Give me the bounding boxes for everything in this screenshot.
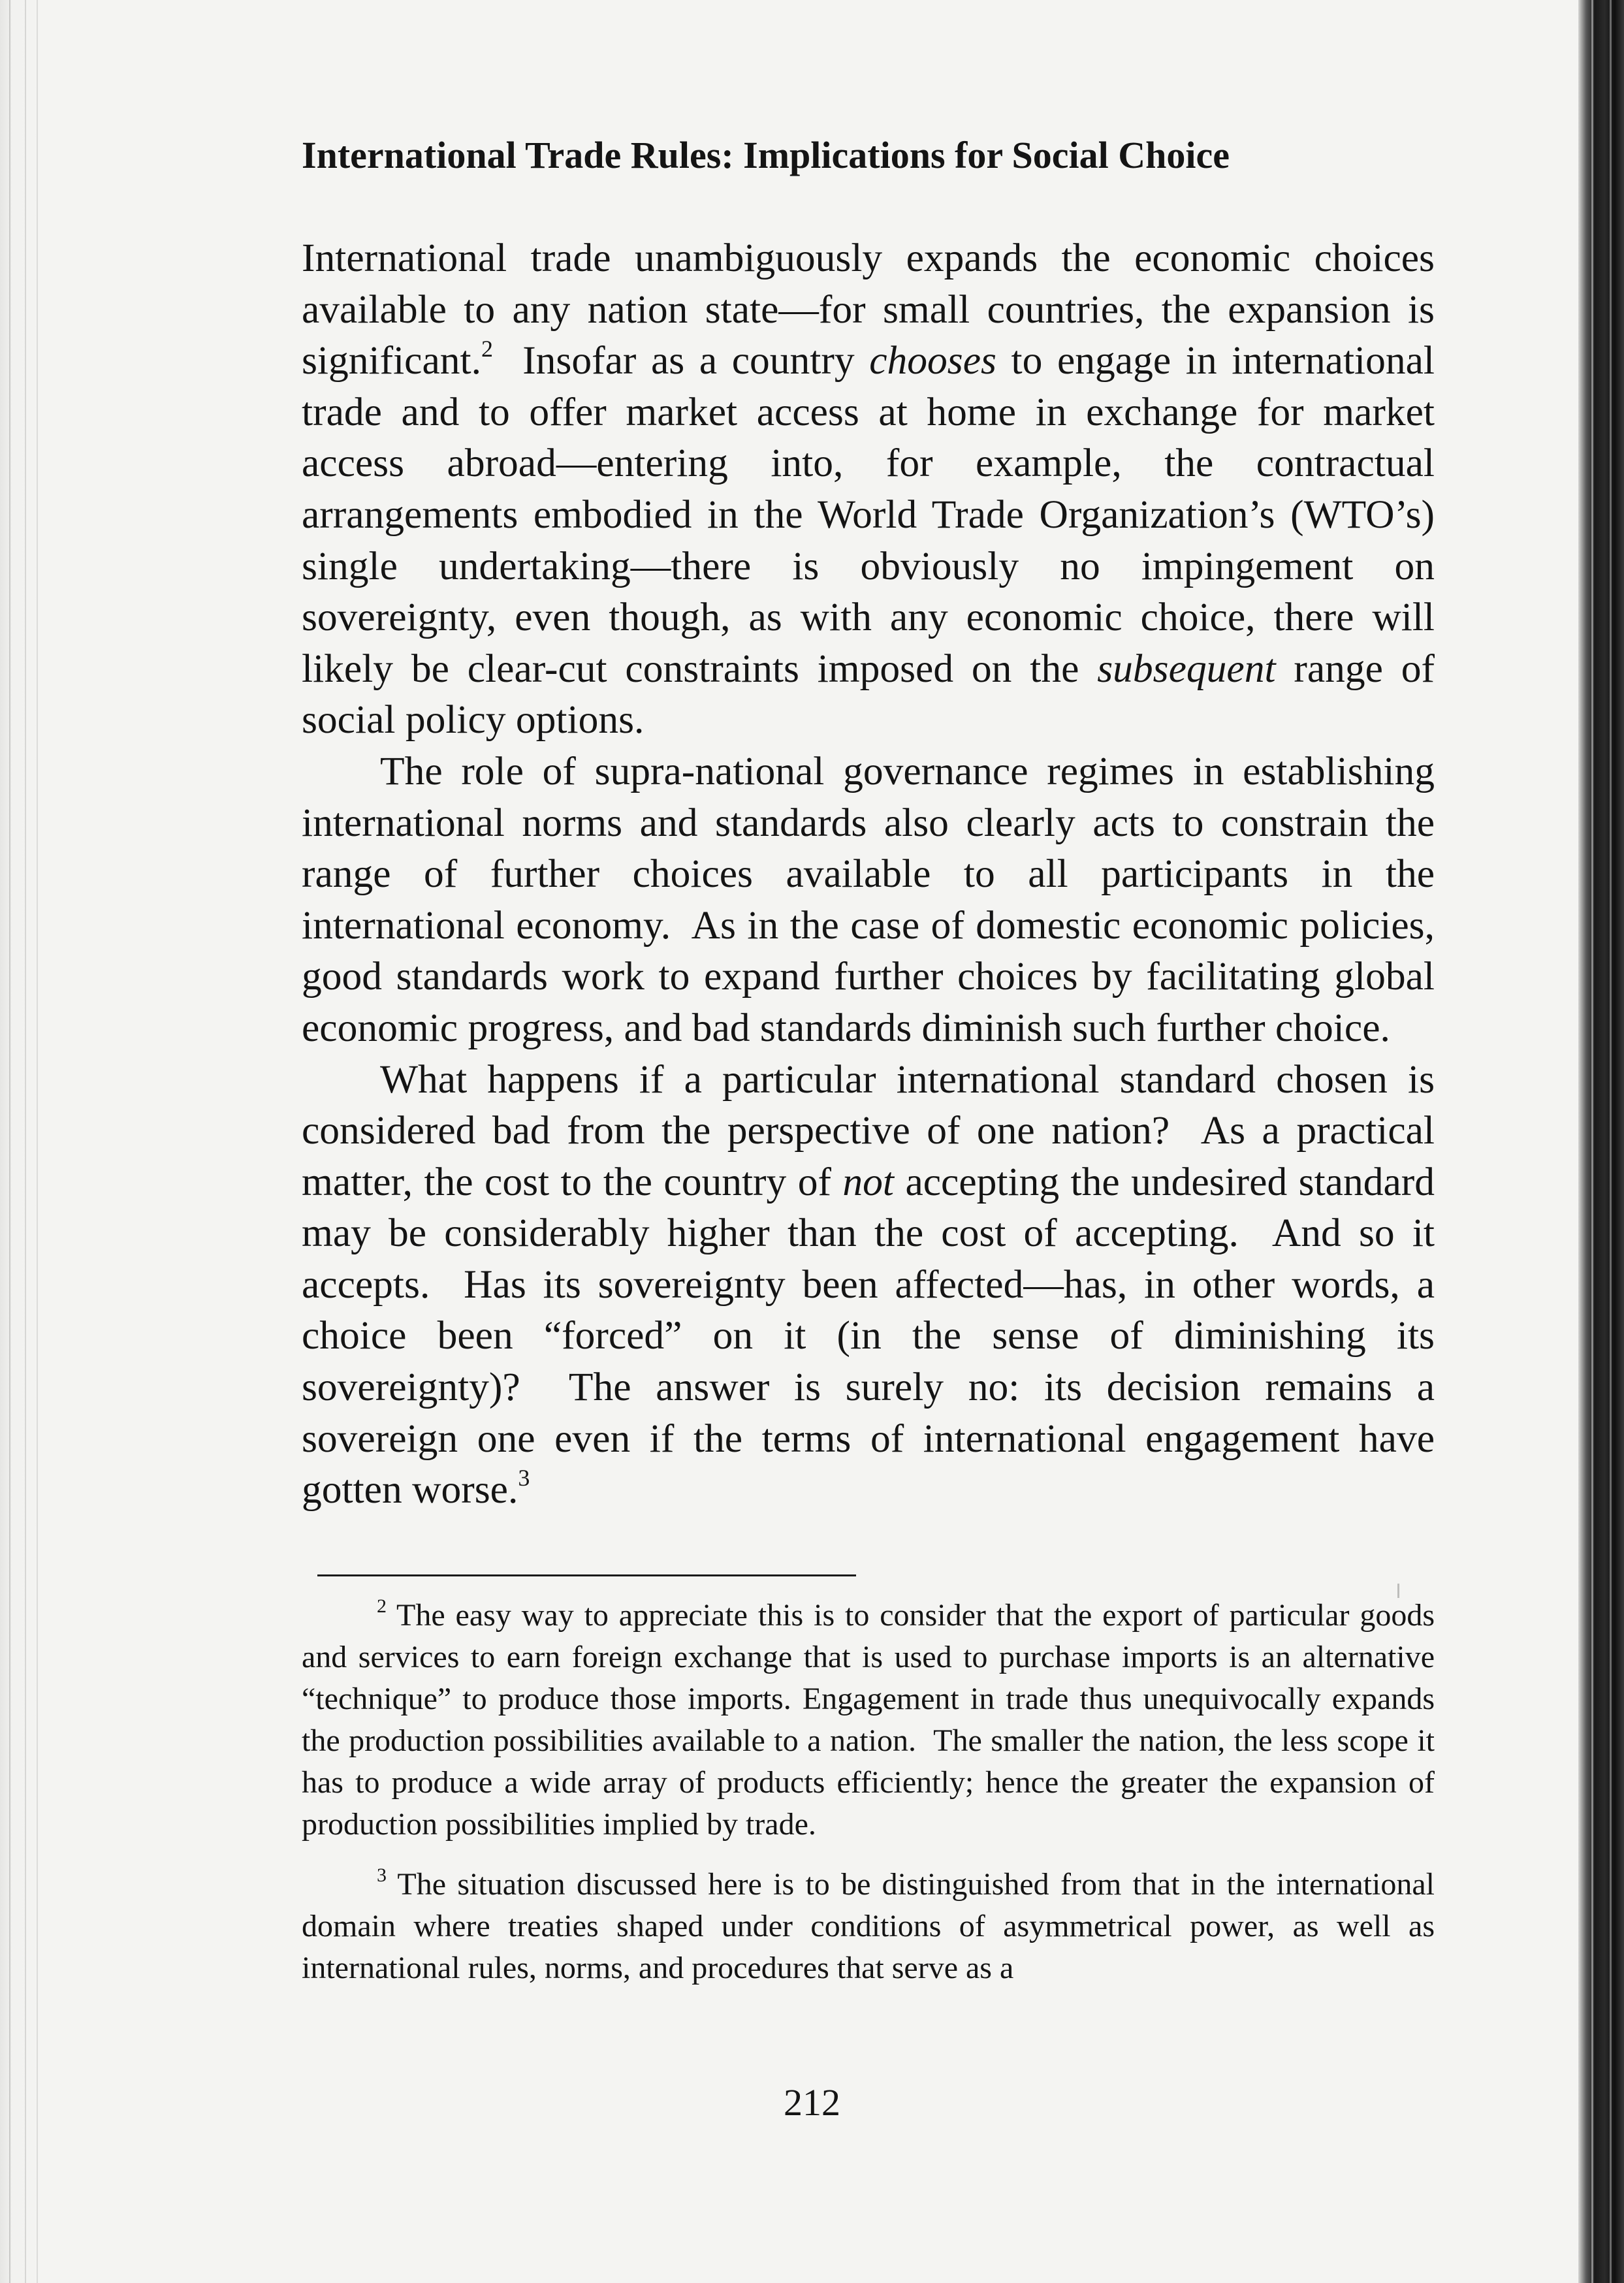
footnote-marker: 2 (377, 1595, 387, 1617)
left-page-edge (0, 0, 46, 2283)
emphasis-not: not (842, 1159, 895, 1204)
footnote-3 (302, 1864, 1435, 1989)
paragraph-3 (302, 1054, 1435, 1516)
paragraph-3-text-a: What happens if a particular international standard chosen is considered bad from the perspective of one nation? As a practical matter, the cost to the country of (302, 1057, 1435, 1204)
section-heading: International Trade Rules: Implications for Social Choice (302, 134, 1230, 176)
paragraph-1-text-b: Insofar as a country (492, 338, 870, 383)
footnote-separator (317, 1574, 856, 1576)
footnote-marker: 3 (377, 1864, 387, 1886)
emphasis-chooses: chooses (869, 338, 996, 383)
footnote-text: The situation discussed here is to be distinguished from that in the international domain where treaties shaped under conditions of asymmetrical power, as well as international rules, norms, and procedures that serve as a (302, 1866, 1435, 1985)
paragraph-2: The role of supra-national governance regimes in establishing international norms and standards also clearly acts to constrain the range of further choices available to all participants in the international economy. As in the case of domestic economic policies, good standards work to expand further choices by facilitating global economic progress, and bad standards diminish such further choice. (302, 748, 1435, 1050)
paragraph-1-text-d: range of social policy options. (302, 646, 1435, 742)
page-number: 212 (784, 2081, 840, 2124)
page-content (302, 131, 1435, 1989)
paragraph-1 (302, 232, 1435, 746)
footnote-2 (302, 1595, 1435, 1845)
footnote-ref-3: 3 (518, 1465, 530, 1492)
book-spine-edge (1578, 0, 1624, 2283)
paragraph-1-text-a: International trade unambiguously expands the economic choices available to any nation state—for small countries, the expansion is significant. (302, 236, 1435, 383)
paragraph-1-text-c: to engage in international trade and to offer market access at home in exchange for market access abroad—entering into, for example, the contractual arrangements embodied in the World Trade Organization’s (WTO’s) single undertaking—there is obviously no impingement on sovereignty, even though, as with any economic choice, there will likely be clear-cut constraints imposed on the (302, 338, 1435, 691)
footnote-ref-2: 2 (481, 336, 493, 362)
emphasis-subsequent: subsequent (1097, 646, 1276, 691)
footnote-text: The easy way to appreciate this is to consider that the export of particular goods and services to earn foreign exchange that is used to purchase imports is an alternative “technique” to produce those imports. Engagement in trade thus unequivocally expands the production possibilities available to a nation. The smaller the nation, the less scope it has to produce a wide array of products efficiently; hence the greater the expansion of production possibilities implied by trade. (302, 1597, 1435, 1842)
paragraph-3-text-b: accepting the undesired standard may be considerably higher than the cost of accepting. And so it accepts. Has its sovereignty been affected—has, in other words, a choice been “forced” on it (in the sense of diminishing its sovereignty)? The answer is surely no: its decision remains a sovereign one even if the terms of international engagement have gotten worse. (302, 1159, 1435, 1512)
